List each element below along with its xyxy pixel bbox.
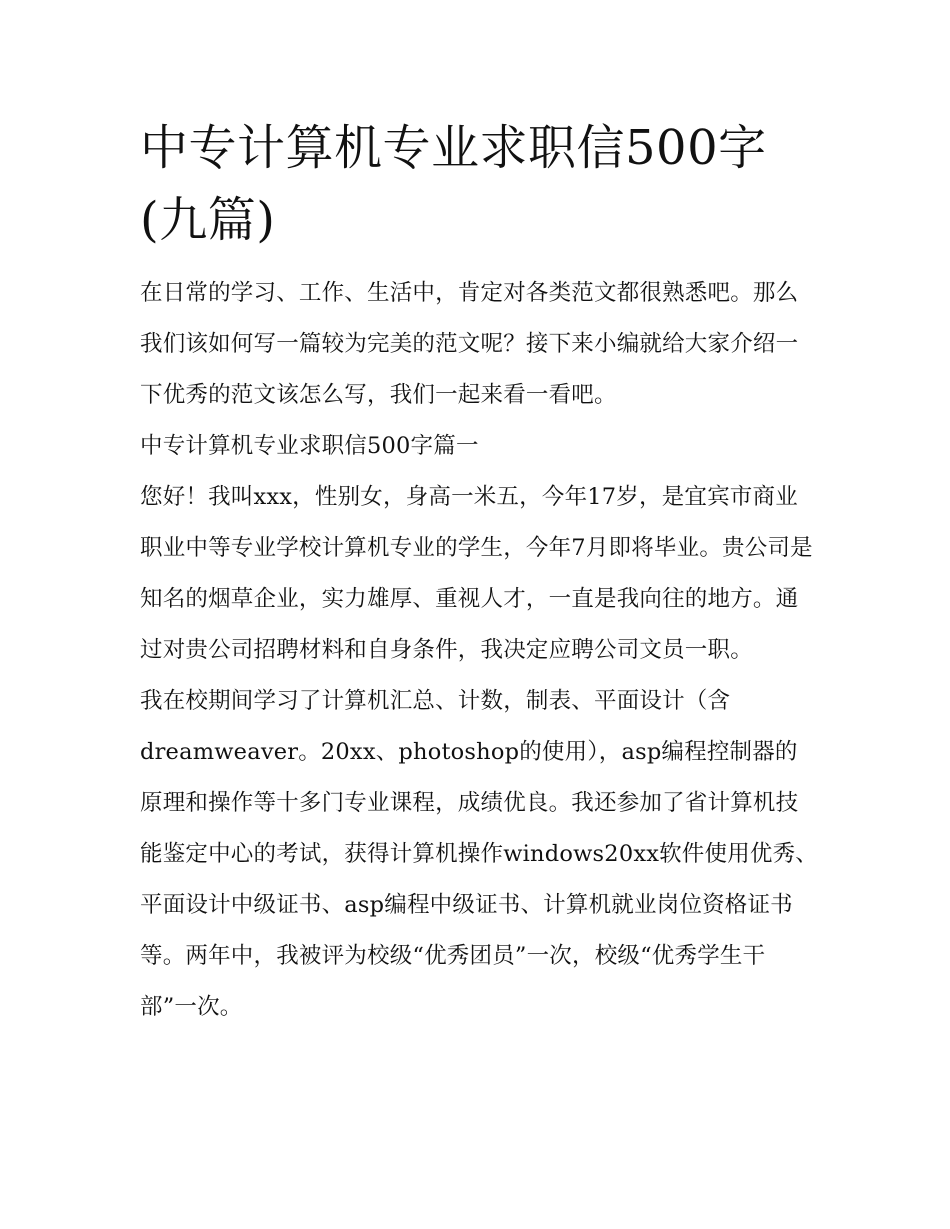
- document-title: 中专计算机专业求职信500字(九篇): [140, 120, 767, 248]
- body-paragraph: 我在校期间学习了计算机汇总、计数，制表、平面设计（含dreamweaver。20xx、photoshop的使用），asp编程控制器的原理和操作等十多门专业课程，成绩优良。我还参加了省计算机技能鉴定中心的考试，获得计算机操作windows20xx软件使用优秀、平面设计中级证书、asp编程中级证书、计算机就业岗位资格证书等。两年中，我被评为校级“优秀团员”一次，校级“优秀学生干部”一次。: [140, 688, 819, 1020]
- section-heading: 中专计算机专业求职信500字篇一: [140, 433, 479, 459]
- intro-paragraph: 在日常的学习、工作、生活中，肯定对各类范文都很熟悉吧。那么我们该如何写一篇较为完美的范文呢？接下来小编就给大家介绍一下优秀的范文该怎么写，我们一起来看一看吧。: [140, 280, 799, 408]
- body-paragraph: 您好！我叫xxx，性别女，身高一米五，今年17岁，是宜宾市商业职业中等专业学校计算机专业的学生，今年7月即将毕业。贵公司是知名的烟草企业，实力雄厚、重视人才，一直是我向往的地方。通过对贵公司招聘材料和自身条件，我决定应聘公司文员一职。: [140, 484, 813, 663]
- document-page: [140, 112, 820, 1033]
